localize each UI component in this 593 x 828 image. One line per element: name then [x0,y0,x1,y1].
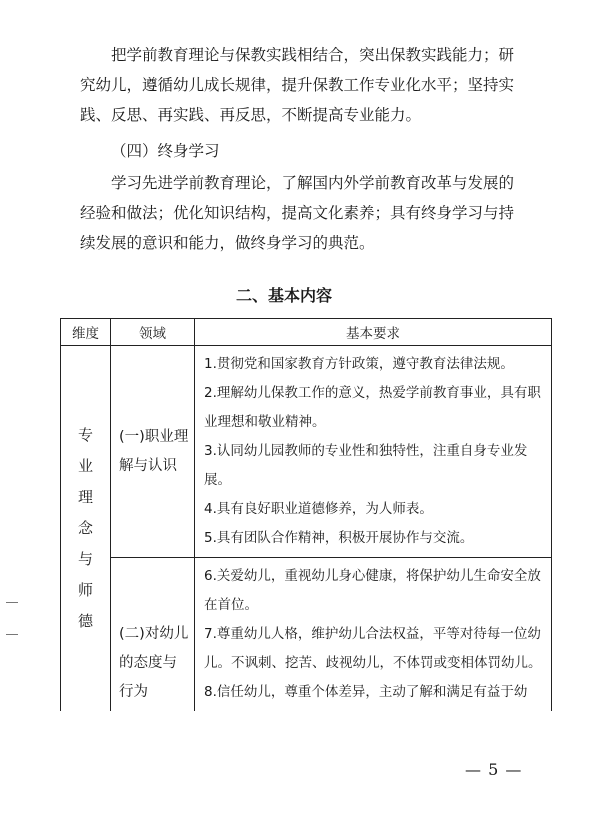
requirement-item: 3.认同幼儿园教师的专业性和独特性，注重自身专业发展。 [204,443,528,488]
subheading-lifelong-learning [80,136,520,166]
table-header-row [61,319,552,346]
table-row [61,346,552,558]
dimension-label: 专业理念与师德 [77,426,93,630]
page-number: — 5 — [465,760,523,779]
text-line: 践、反思、再实践、再反思，不断提高专业能力。 [80,106,422,124]
subheading-text: （四）终身学习 [111,142,220,160]
text-line: 把学前教育理论与保教实践相结合，突出保教实践能力；研 [111,46,515,64]
table-row [61,558,552,712]
text-line: 究幼儿，遵循幼儿成长规律，提升保教工作专业化水平；坚持实 [80,76,515,94]
section-heading: 二、基本内容 [236,286,333,305]
header-requirements: 基本要求 [195,319,552,346]
requirement-item: 7.尊重幼儿人格，维护幼儿合法权益，平等对待每一位幼儿。不讽刺、挖苦、歧视幼儿，不体罚或变相体罚幼儿。 [204,626,542,671]
requirement-item: 6.关爱幼儿，重视幼儿身心健康，将保护幼儿生命安全放在首位。 [204,568,541,613]
requirements-cell [195,346,552,558]
header-domain: 领域 [111,319,195,346]
requirement-item: 5.具有团队合作精神，积极开展协作与交流。 [204,530,474,546]
requirements-table [60,318,552,711]
requirement-item: 2.理解幼儿保教工作的意义，热爱学前教育事业，具有职业理想和敬业精神。 [204,385,541,430]
scan-mark [6,634,18,635]
requirements-cell [195,558,552,712]
domain-label: (一)职业理解与认识 [119,428,189,474]
paragraph-practice [80,40,520,130]
requirement-item: 8.信任幼儿，尊重个体差异，主动了解和满足有益于幼 [204,684,528,700]
header-dimension: 维度 [61,319,111,346]
paragraph-lifelong-learning [80,168,520,258]
text-line: 续发展的意识和能力，做终身学习的典范。 [80,234,375,252]
requirement-item: 4.具有良好职业道德修养，为人师表。 [204,501,433,517]
scan-mark [6,602,18,603]
text-line: 经验和做法；优化知识结构，提高文化素养；具有终身学习与持 [80,204,515,222]
dimension-cell [61,346,111,712]
text-line: 学习先进学前教育理论，了解国内外学前教育改革与发展的 [111,174,515,192]
domain-cell [111,346,195,558]
domain-cell [111,558,195,712]
requirement-item: 1.贯彻党和国家教育方针政策，遵守教育法律法规。 [204,356,514,372]
domain-label: (二)对幼儿的态度与行为 [119,626,189,700]
